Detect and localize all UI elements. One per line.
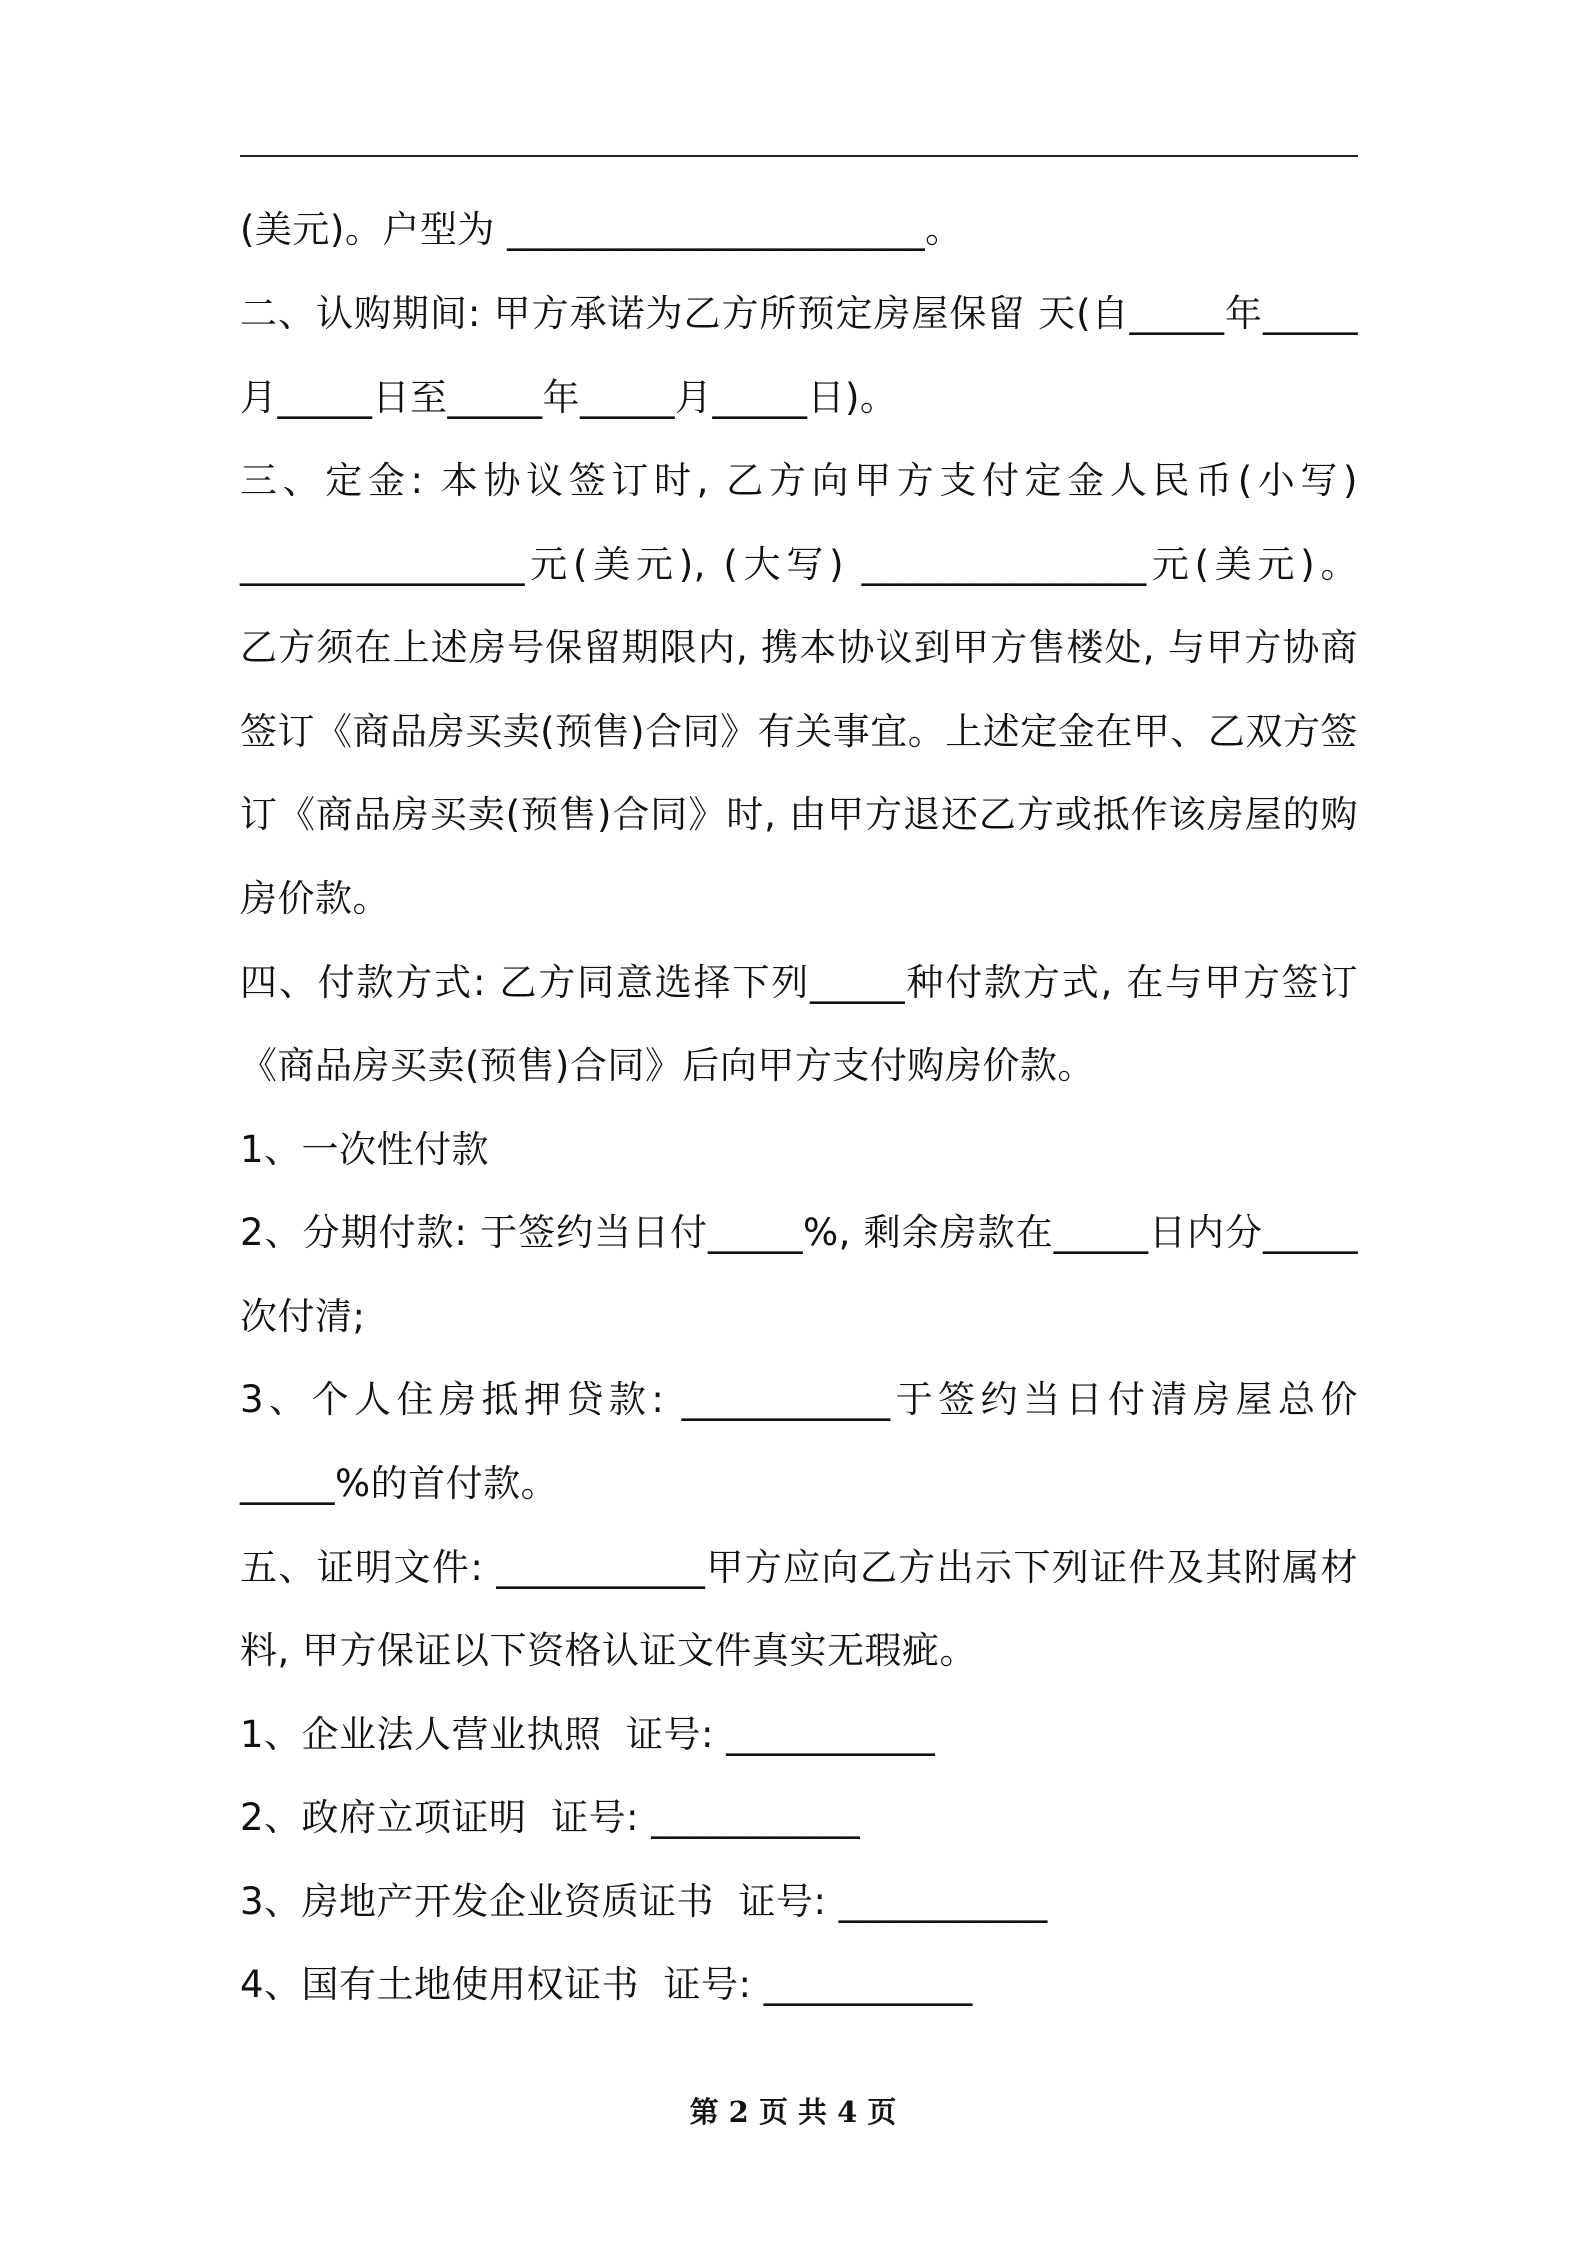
text-line: 五、证明文件: ___________甲方应向乙方出示下列证件及其附属材 bbox=[240, 1546, 1358, 1589]
header-divider bbox=[240, 155, 1358, 157]
text-line: 签订《商品房买卖(预售)合同》有关事宜。上述定金在甲、乙双方签 bbox=[240, 710, 1358, 753]
text-line: _______________元(美元), (大写) _______________元(美元)。 bbox=[240, 543, 1358, 586]
text-line: 《商品房买卖(预售)合同》后向甲方支付购房价款。 bbox=[240, 1044, 1095, 1087]
text-line: 房价款。 bbox=[240, 877, 390, 920]
text-line: 二、认购期间: 甲方承诺为乙方所预定房屋保留 天(自_____年_____ bbox=[240, 292, 1358, 335]
text-line: 四、付款方式: 乙方同意选择下列_____种付款方式, 在与甲方签订 bbox=[240, 961, 1358, 1004]
text-line: 3、房地产开发企业资质证书 证号: ___________ bbox=[240, 1880, 1048, 1923]
text-line: 4、国有土地使用权证书 证号: ___________ bbox=[240, 1963, 973, 2006]
text-line: _____%的首付款。 bbox=[240, 1462, 559, 1505]
text-line: 三、定金: 本协议签订时, 乙方向甲方支付定金人民币(小写) bbox=[240, 459, 1358, 502]
text-line: 次付清; bbox=[240, 1295, 366, 1338]
text-line: 1、一次性付款 bbox=[240, 1128, 490, 1171]
text-line: 1、企业法人营业执照 证号: ___________ bbox=[240, 1713, 936, 1756]
page-number-footer: 第 2 页 共 4 页 bbox=[689, 2095, 897, 2129]
text-line: 3、个人住房抵押贷款: ___________于签约当日付清房屋总价 bbox=[240, 1378, 1358, 1421]
text-line: 2、分期付款: 于签约当日付_____%, 剩余房款在_____日内分_____ bbox=[240, 1211, 1358, 1254]
text-line: 乙方须在上述房号保留期限内, 携本协议到甲方售楼处, 与甲方协商 bbox=[240, 626, 1358, 669]
text-line: 月_____日至_____年_____月_____日)。 bbox=[240, 376, 898, 419]
text-line: 2、政府立项证明 证号: ___________ bbox=[240, 1796, 861, 1839]
text-line: (美元)。户型为 ______________________。 bbox=[240, 208, 963, 251]
text-line: 订《商品房买卖(预售)合同》时, 由甲方退还乙方或抵作该房屋的购 bbox=[240, 793, 1358, 836]
text-line: 料, 甲方保证以下资格认证文件真实无瑕疵。 bbox=[240, 1629, 978, 1672]
